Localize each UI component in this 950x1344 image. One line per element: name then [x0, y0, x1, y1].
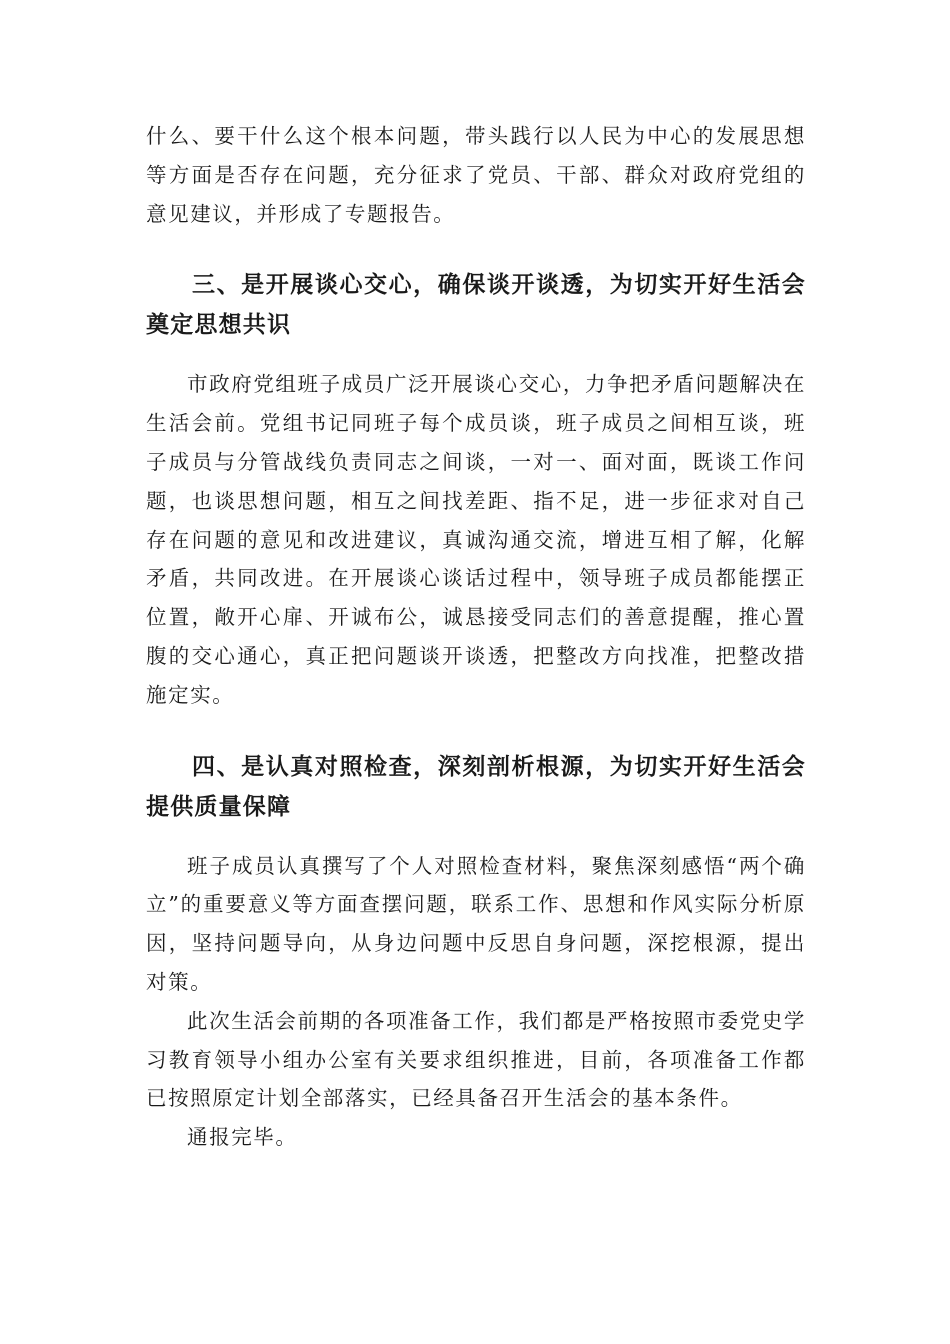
paragraph-continued: 什么、要干什么这个根本问题，带头践行以人民为中心的发展思想等方面是否存在问题，充分征求了党员、干部、群众对政府党组的意见建议，并形成了专题报告。: [146, 124, 806, 226]
document-page: [146, 117, 806, 1157]
section-heading-3: 三、是开展谈心交心，确保谈开谈透，为切实开好生活会奠定思想共识: [146, 272, 806, 339]
paragraph-section-3: 市政府党组班子成员广泛开展谈心交心，力争把矛盾问题解决在生活会前。党组书记同班子每个成员谈，班子成员之间相互谈，班子成员与分管战线负责同志之间谈，一对一、面对面，既谈工作问题，也谈思想问题，相互之间找差距、指不足，进一步征求对自己存在问题的意见和改进建议，真诚沟通交流，增进互相了解，化解矛盾，共同改进。在开展谈心谈话过程中，领导班子成员都能摆正位置，敞开心扉、开诚布公，诚恳接受同志们的善意提醒，推心置腹的交心通心，真正把问题谈开谈透，把整改方向找准，把整改措施定实。: [146, 372, 806, 707]
paragraph-section-4b: 此次生活会前期的各项准备工作，我们都是严格按照市委党史学习教育领导小组办公室有关要求组织推进，目前，各项准备工作都已按照原定计划全部落实，已经具备召开生活会的基本条件。: [146, 1008, 806, 1111]
paragraph-closing: 通报完毕。: [187, 1125, 298, 1150]
paragraph-section-4a: 班子成员认真撰写了个人对照检查材料，聚焦深刻感悟“两个确立”的重要意义等方面查摆问题，联系工作、思想和作风实际分析原因，坚持问题导向，从身边问题中反思自身问题，深挖根源，提出对策。: [146, 853, 806, 994]
section-heading-4: 四、是认真对照检查，深刻剖析根源，为切实开好生活会提供质量保障: [146, 753, 806, 820]
